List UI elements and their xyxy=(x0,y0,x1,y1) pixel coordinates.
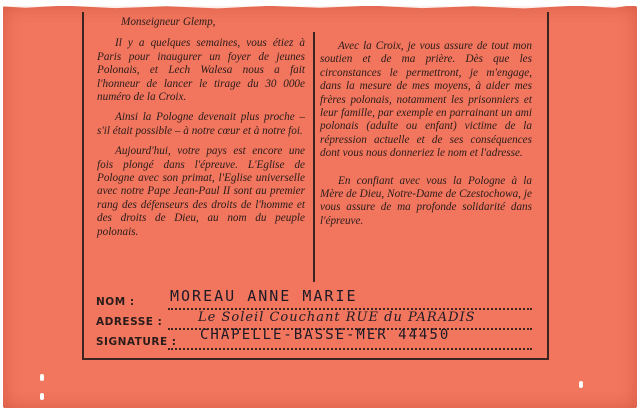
adresse-field[interactable]: Le Soleil Couchant RUE du PARADIS xyxy=(198,310,476,325)
letter-right-column xyxy=(320,40,532,235)
letter-left-column xyxy=(97,16,305,246)
punch-hole xyxy=(40,374,44,381)
signature-label: SIGNATURE : xyxy=(96,336,177,348)
punch-hole xyxy=(40,393,44,400)
paragraph: Avec la Croix, je vous assure de tout mon soutien et de ma prière. Dès que les circonstances le permettront, je m'engage, dans la mesure de mes moyens, à aider mes frères polonais, notamment les prisonniers et leur famille, par exemple en parrainant un ami polonais (adulte ou enfant) victime de la répression actuelle et de ses conséquences dont vous nous donneriez le nom et l'adresse. xyxy=(320,40,532,160)
signature-line xyxy=(168,347,532,350)
nom-field[interactable]: MOREAU ANNE MARIE xyxy=(170,287,358,305)
paragraph: En confiant avec vous la Pologne à la Mère de Dieu, Notre-Dame de Czestochowa, je vous assure de ma profonde solidarité dans l'épreuve. xyxy=(320,174,532,227)
salutation: Monseigneur Glemp, xyxy=(121,16,216,28)
paragraph: Ainsi la Pologne devenait plus proche – s'il était possible – à notre cœur et à notre foi. xyxy=(97,111,305,137)
punch-hole xyxy=(579,381,583,388)
paragraph: Aujourd'hui, votre pays est encore une fois plongé dans l'épreuve. L'Eglise de Pologne avec son primat, l'Eglise universelle avec notre Pape Jean-Paul II sont au premier rang des défenseurs des droits de l'homme et des droits de Dieu, au nom du peuple polonais. xyxy=(97,145,305,238)
column-separator xyxy=(313,32,315,282)
adresse-label: ADRESSE : xyxy=(96,316,163,328)
paragraph: Il y a quelques semaines, vous étiez à Paris pour inaugurer un foyer de jeunes Polonais, et Lech Walesa nous a fait l'honneur de lancer le tirage du 30 000e numéro de la Croix. xyxy=(97,37,305,104)
nom-label: NOM : xyxy=(96,296,135,308)
signature-field[interactable]: CHAPELLE-BASSE-MER 44450 xyxy=(200,327,451,343)
